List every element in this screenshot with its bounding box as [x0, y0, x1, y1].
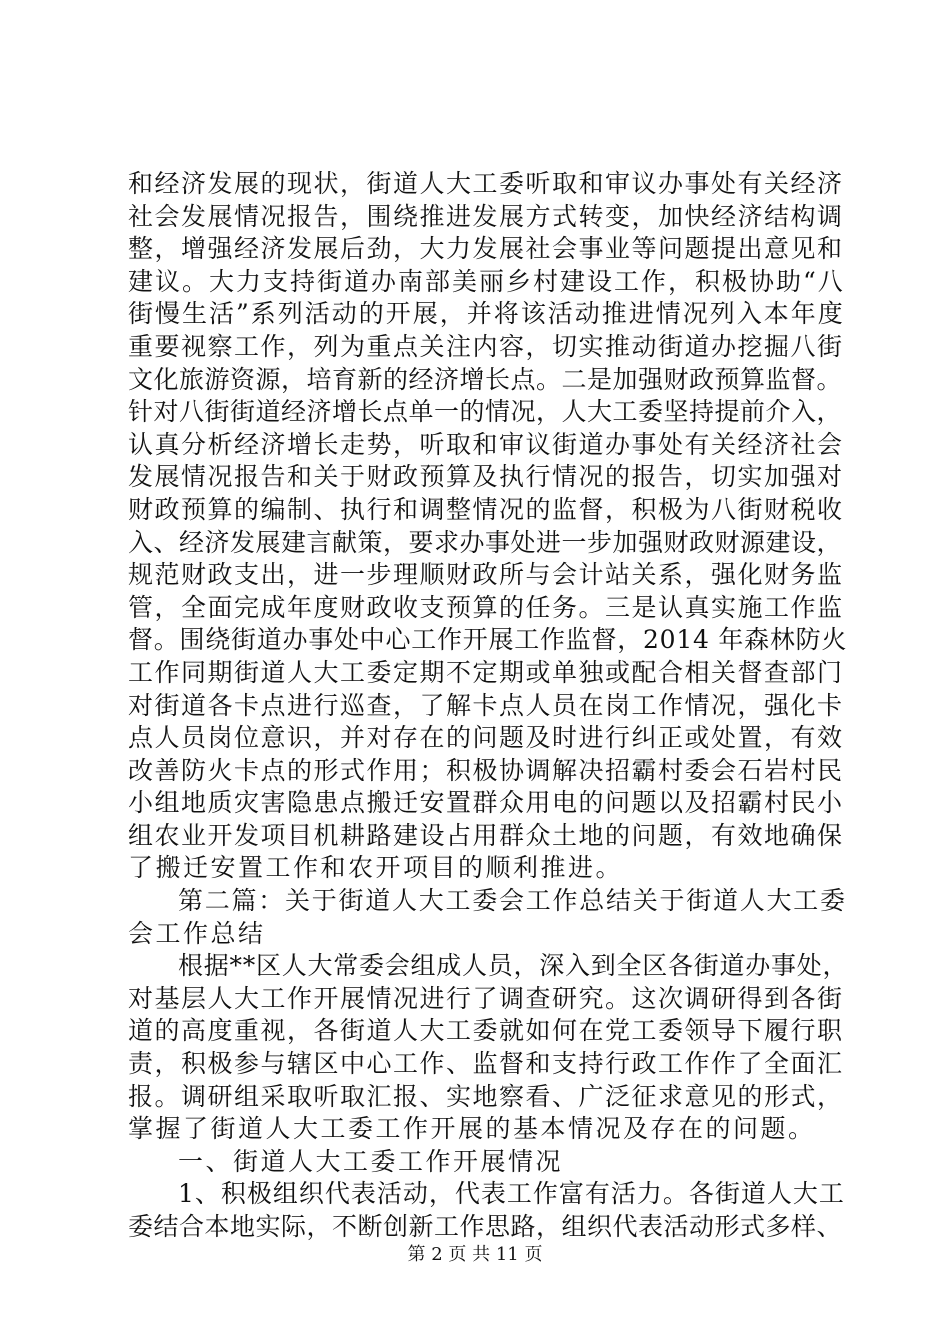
text-line: 工作同期街道人大工委定期不定期或单独或配合相关督查部门 — [128, 657, 844, 687]
text-line: 报。调研组采取听取汇报、实地察看、广泛征求意见的形式， — [128, 1081, 844, 1111]
text-line: 发展情况报告和关于财政预算及执行情况的报告，切实加强对 — [128, 462, 844, 492]
text-line: 对基层人大工作开展情况进行了调查研究。这次调研得到各街 — [128, 983, 844, 1013]
text-line: 社会发展情况报告，围绕推进发展方式转变，加快经济结构调 — [128, 201, 844, 231]
text-line: 一、街道人大工委工作开展情况 — [178, 1146, 564, 1176]
text-line: 委结合本地实际，不断创新工作思路，组织代表活动形式多样、 — [128, 1212, 843, 1241]
text-line: 小组地质灾害隐患点搬迁安置群众用电的问题以及招霸村民小 — [128, 788, 844, 818]
text-line: 1、积极组织代表活动，代表工作富有活力。各街道人大工 — [178, 1179, 845, 1209]
text-line: 文化旅游资源，培育新的经济增长点。二是加强财政预算监督。 — [128, 364, 843, 394]
text-line: 入、经济发展建言献策，要求办事处进一步加强财政财源建设， — [128, 527, 843, 557]
text-line: 重要视察工作，列为重点关注内容，切实推动街道办挖掘八街 — [128, 331, 844, 361]
text-line: 和经济发展的现状，街道人大工委听取和审议办事处有关经济 — [128, 169, 844, 198]
text-line: 建议。大力支持街道办南部美丽乡村建设工作，积极协助“八 — [128, 266, 845, 296]
text-line: 财政预算的编制、执行和调整情况的监督，积极为八街财税收 — [128, 494, 844, 524]
text-line: 认真分析经济增长走势，听取和审议街道办事处有关经济社会 — [128, 429, 844, 459]
text-line: 点人员岗位意识，并对存在的问题及时进行纠正或处置，有效 — [128, 723, 844, 753]
text-line: 针对八街街道经济增长点单一的情况，人大工委坚持提前介入， — [128, 397, 843, 427]
text-line: 整，增强经济发展后劲，大力发展社会事业等问题提出意见和 — [128, 234, 844, 264]
text-line: 了搬迁安置工作和农开项目的顺利推进。 — [128, 853, 624, 883]
text-line: 根据**区人大常委会组成人员，深入到全区各街道办事处， — [178, 951, 849, 981]
text-line: 责，积极参与辖区中心工作、监督和支持行政工作作了全面汇 — [128, 1049, 844, 1079]
text-line: 管，全面完成年度财政收支预算的任务。三是认真实施工作监 — [128, 592, 844, 622]
document-body — [128, 168, 848, 1244]
text-line: 督。围绕街道办事处中心工作开展工作监督，2014 年森林防火 — [128, 625, 848, 655]
text-line: 组农业开发项目机耕路建设占用群众土地的问题，有效地确保 — [128, 820, 844, 850]
text-line: 街慢生活”系列活动的开展，并将该活动推进情况列入本年度 — [128, 299, 845, 329]
page-footer: 第 2 页 共 11 页 — [407, 1244, 543, 1265]
text-line: 会工作总结 — [128, 918, 266, 948]
text-line: 第二篇：关于街道人大工委会工作总结关于街道人大工委 — [178, 886, 847, 916]
text-line: 道的高度重视，各街道人大工委就如何在党工委领导下履行职 — [128, 1016, 844, 1046]
text-line: 对街道各卡点进行巡查，了解卡点人员在岗工作情况，强化卡 — [128, 690, 844, 720]
text-line: 掌握了街道人大工委工作开展的基本情况及存在的问题。 — [128, 1114, 816, 1144]
text-line: 规范财政支出，进一步理顺财政所与会计站关系，强化财务监 — [128, 560, 844, 590]
text-line: 改善防火卡点的形式作用；积极协调解决招霸村委会石岩村民 — [128, 755, 844, 785]
